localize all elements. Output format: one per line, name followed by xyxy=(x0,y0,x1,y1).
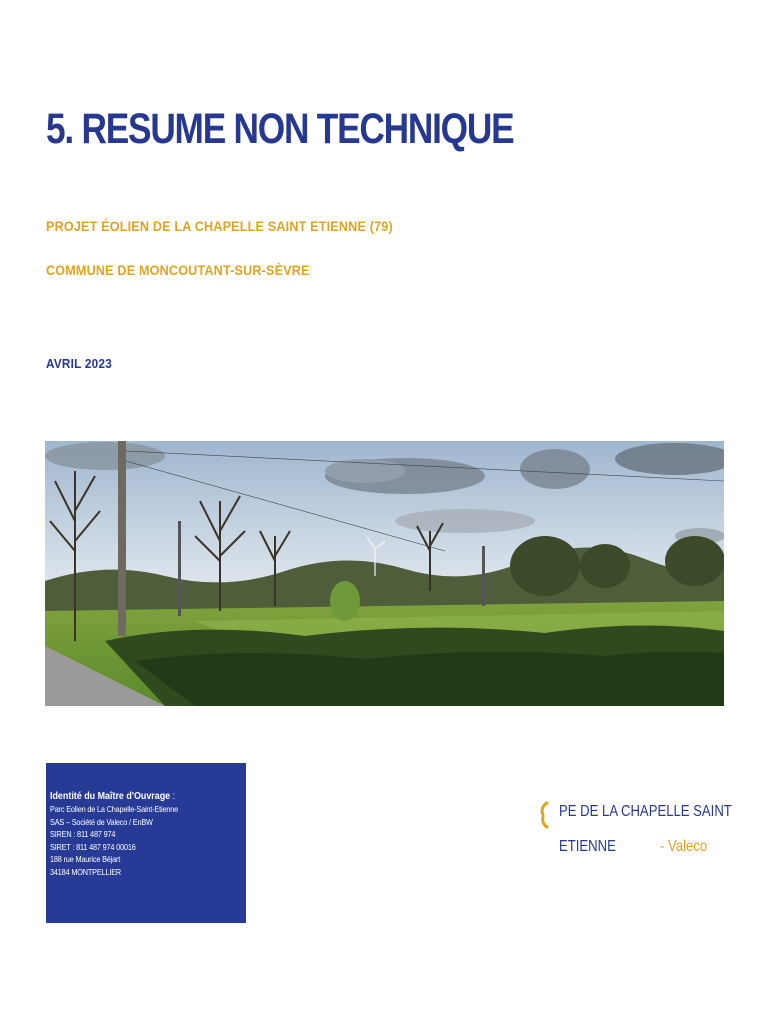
identity-line: Parc Eolien de La Chapelle-Saint-Etienne xyxy=(50,804,179,814)
identity-line: SIREN : 811 487 974 xyxy=(50,829,116,839)
logo-brand: - Valeco xyxy=(660,838,708,855)
landscape-photo xyxy=(45,441,724,706)
identity-line: SAS – Société de Valeco / EnBW xyxy=(50,816,153,827)
commune-name: COMMUNE DE MONCOUTANT-SUR-SÈVRE xyxy=(46,262,310,278)
identity-heading: Identité du Maître d'Ouvrage : xyxy=(50,790,176,802)
valeco-logo-icon xyxy=(537,801,553,829)
logo-text-line1: PE DE LA CHAPELLE SAINT xyxy=(559,803,732,820)
identity-line: SIRET : 811 487 974 00016 xyxy=(50,841,136,852)
project-name: PROJET ÉOLIEN DE LA CHAPELLE SAINT ETIENNE (79) xyxy=(46,218,393,234)
utility-pole xyxy=(118,441,126,636)
document-date: AVRIL 2023 xyxy=(46,356,113,371)
logo-text-line2: ETIENNE xyxy=(559,838,616,855)
identity-line: 34184 MONTPELLIER xyxy=(50,866,122,877)
project-owner-box xyxy=(46,763,246,923)
document-title: 5. RESUME NON TECHNIQUE xyxy=(46,105,514,153)
identity-line: 188 rue Maurice Béjart xyxy=(50,854,121,864)
